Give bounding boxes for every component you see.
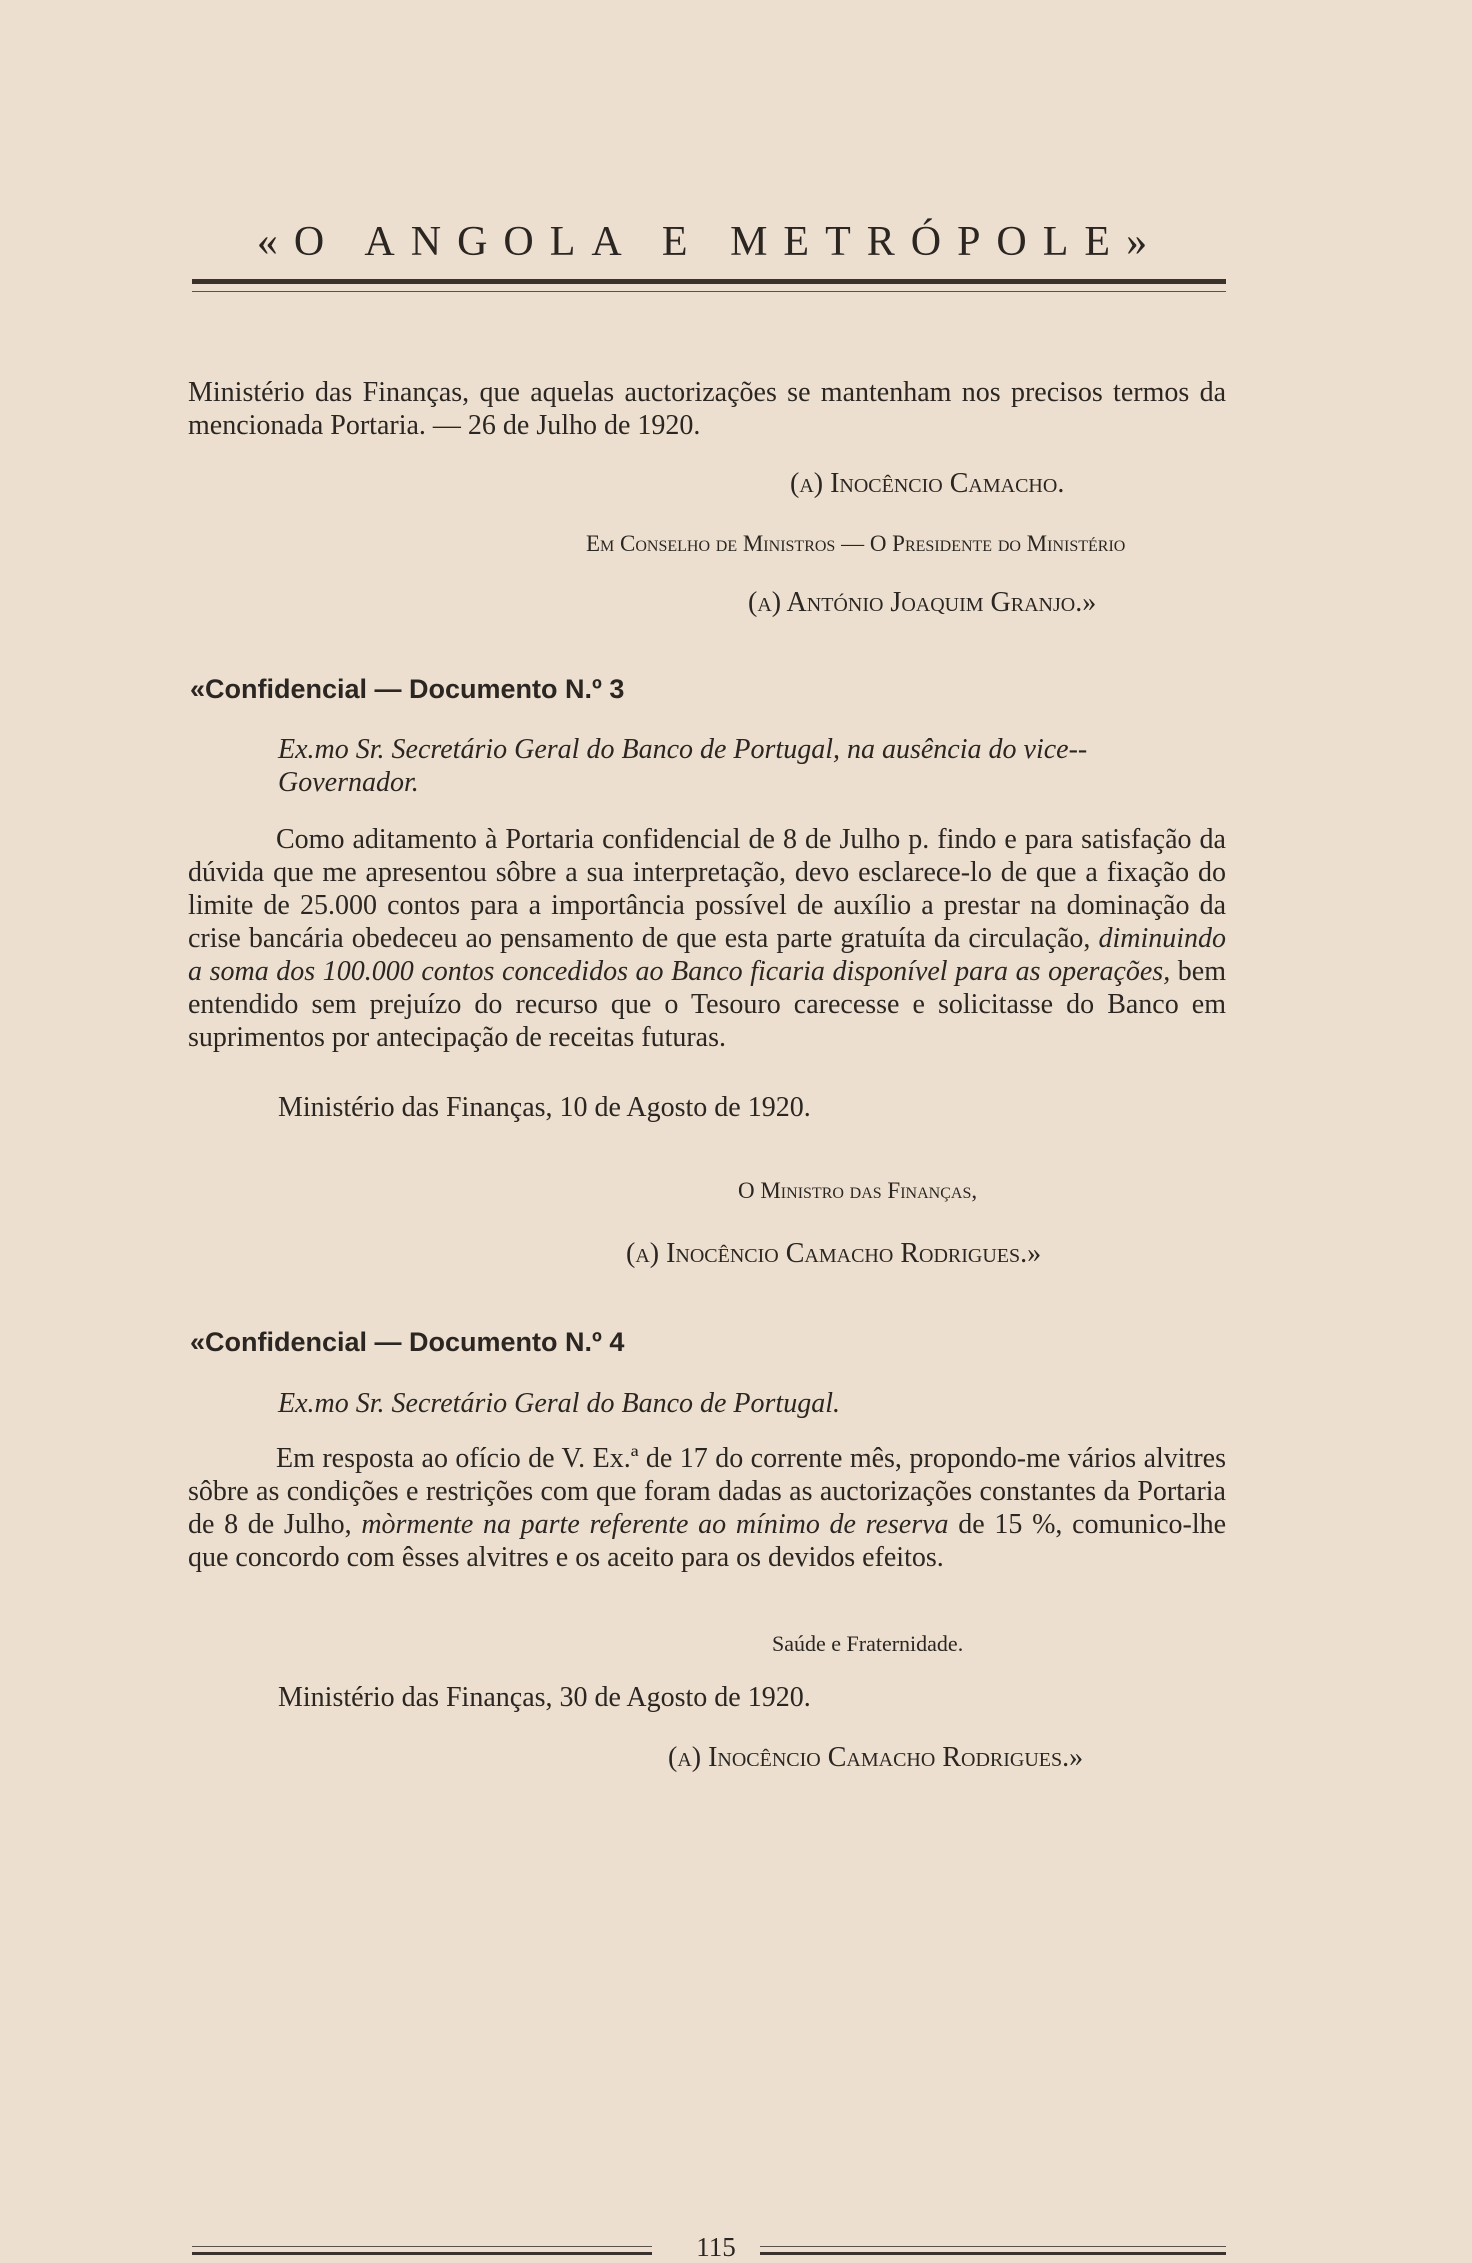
- doc4-signature: (a) Inocêncio Camacho Rodrigues.»: [668, 1742, 1084, 1773]
- doc4-dateline: Ministério das Finanças, 30 de Agosto de 1920.: [278, 1682, 811, 1713]
- signature-camacho: (a) Inocêncio Camacho.: [790, 468, 1065, 499]
- doc4-paragraph-text-end: de 15 %, comunico-lhe que concordo com êsses alvitres e os aceito para os devidos efeitos.: [188, 1509, 1227, 1573]
- doc3-paragraph: [188, 823, 1226, 1054]
- doc3-dateline: Ministério das Finanças, 10 de Agosto de 1920.: [278, 1092, 811, 1123]
- footer-rule-left: [192, 2252, 652, 2255]
- footer-rule-right: [760, 2252, 1226, 2255]
- opening-paragraph: Ministério das Finanças, que aquelas auctorizações se mantenham nos precisos termos da mencionada Portaria. — 26 de Julho de 1920.: [188, 377, 1226, 441]
- running-header-title: «O ANGOLA E METRÓPOLE»: [256, 219, 1164, 265]
- page-number: 115: [696, 2232, 736, 2262]
- doc3-salutation: Ex.mo Sr. Secretário Geral do Banco de Portugal, na ausência do vice--Governador.: [278, 734, 1088, 798]
- footer-rule-left-thin: [192, 2246, 652, 2247]
- doc4-salutation: Ex.mo Sr. Secretário Geral do Banco de Portugal.: [278, 1388, 840, 1419]
- doc3-paragraph-text-end: bem entendido sem prejuízo do recurso que o Tesouro carecesse e solicitasse do Banco em suprimentos por antecipação de receitas futuras.: [188, 956, 1227, 1053]
- council-line: Em Conselho de Ministros — O Presidente do Ministério: [586, 531, 1126, 556]
- doc3-signature: (a) Inocêncio Camacho Rodrigues.»: [626, 1238, 1042, 1269]
- doc3-paragraph-text: Como aditamento à Portaria confidencial de 8 de Julho p. findo e para satisfação da dúvida que me apresentou sôbre a sua interpretação, devo esclarece-lo de que a fixação do limite de 25.000 contos para a importância possível de auxílio a prestar na dominação da crise bancária obedeceu ao pensamento de que esta parte gratuíta da circulação,: [188, 824, 1226, 954]
- doc3-minister-title: O Ministro das Finanças,: [738, 1178, 978, 1203]
- header-rule-thick: [192, 279, 1226, 284]
- doc4-heading: «Confidencial — Documento N.º 4: [190, 1327, 625, 1357]
- doc4-paragraph: [188, 1442, 1226, 1574]
- doc3-paragraph-emphasis: diminuindo a soma dos 100.000 contos concedidos ao Banco ficaria disponível para as operações,: [188, 923, 1227, 987]
- header-rule-thin: [192, 291, 1226, 292]
- doc3-heading: «Confidencial — Documento N.º 3: [190, 674, 625, 704]
- signature-granjo: (a) António Joaquim Granjo.»: [748, 587, 1097, 618]
- doc4-paragraph-text: Em resposta ao ofício de V. Ex.ª de 17 do corrente mês, propondo-me vários alvitres sôbre as condições e restrições com que foram dadas as auctorizações constantes da Portaria de 8 de Julho,: [188, 1443, 1226, 1540]
- footer-rule-right-thin: [760, 2246, 1226, 2247]
- doc4-paragraph-emphasis: mòrmente na parte referente ao mínimo de reserva: [361, 1509, 949, 1540]
- doc4-closing: Saúde e Fraternidade.: [772, 1631, 964, 1656]
